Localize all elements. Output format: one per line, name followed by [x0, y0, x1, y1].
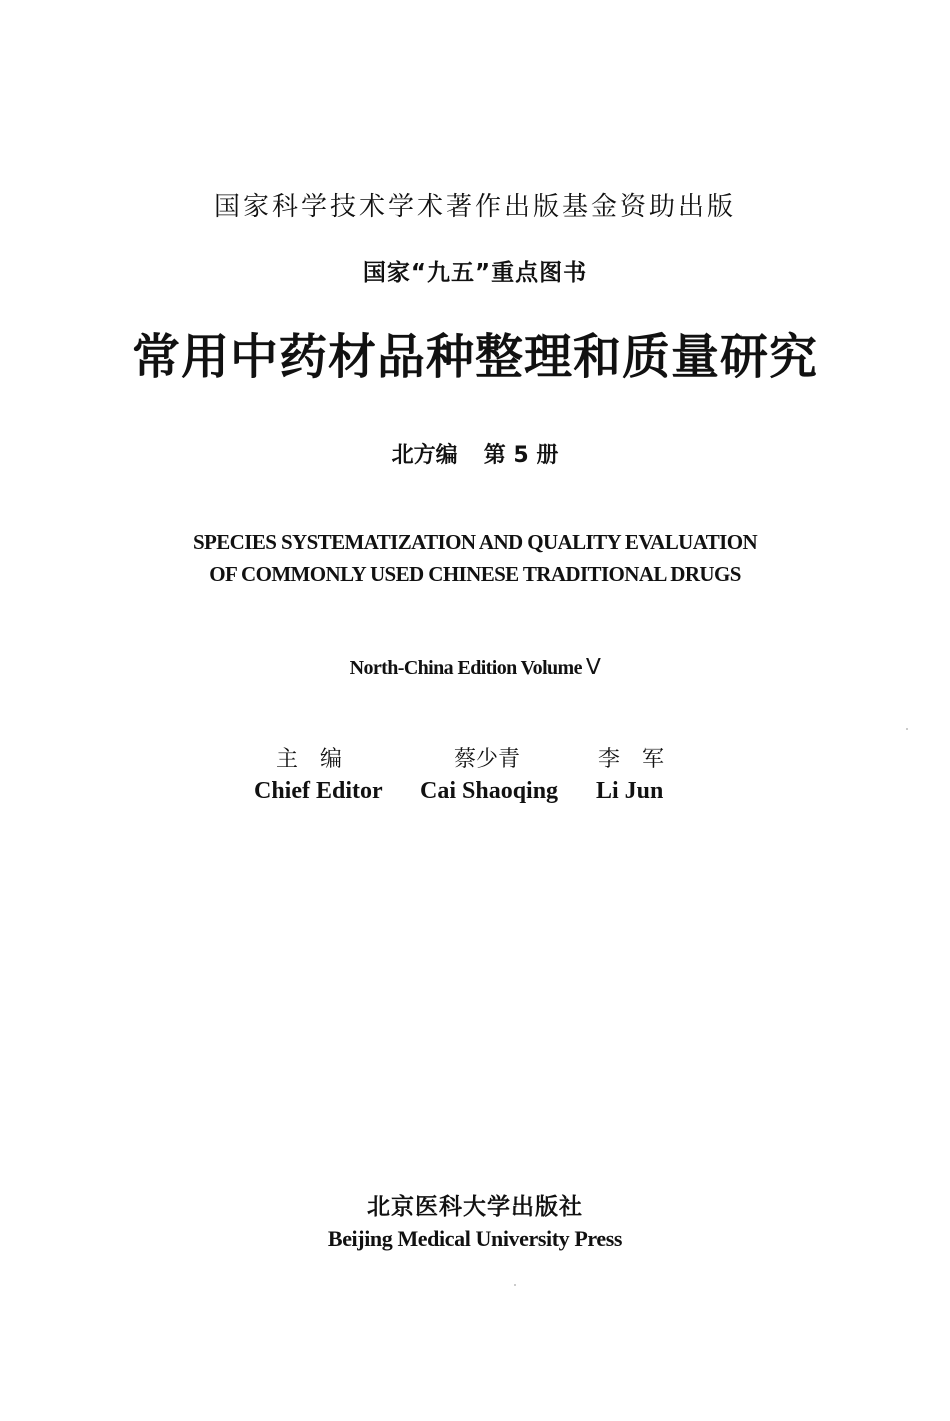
series-label: 国家“九五”重点图书 [362, 260, 588, 286]
book-title-english-line-2: OF COMMONLY USED CHINESE TRADITIONAL DRUGS [209, 562, 741, 586]
edition-volume-english [0, 654, 950, 680]
editor-2-chinese: 李 军 [598, 747, 665, 772]
volume-label-chinese [0, 438, 950, 469]
editor-role-chinese: 主 编 [276, 747, 343, 772]
editor-1-chinese: 蔡少青 [454, 747, 521, 772]
volume-number-chinese: 第 5 册 [483, 443, 559, 468]
edition-chinese: 北方编 [391, 443, 458, 468]
publisher-name-english: Beijing Medical University Press [327, 1226, 623, 1251]
book-title-english-line-1: SPECIES SYSTEMATIZATION AND QUALITY EVALUATION [192, 530, 758, 554]
editor-role-english: Chief Editor [254, 778, 383, 804]
scan-speck [906, 728, 908, 730]
editor-1-english: Cai Shaoqing [420, 778, 559, 804]
publisher-name-chinese: 北京医科大学出版社 [367, 1194, 583, 1220]
editor-2-english: Li Jun [596, 778, 664, 804]
edition-text-english: North-China Edition Volume [349, 657, 582, 679]
publication-fund-line: 国家科学技术学术著作出版基金资助出版 [213, 192, 736, 222]
scan-speck [514, 1284, 516, 1286]
volume-numeral: Ⅴ [585, 654, 601, 679]
book-title-chinese: 常用中药材品种整理和质量研究 [131, 329, 818, 385]
